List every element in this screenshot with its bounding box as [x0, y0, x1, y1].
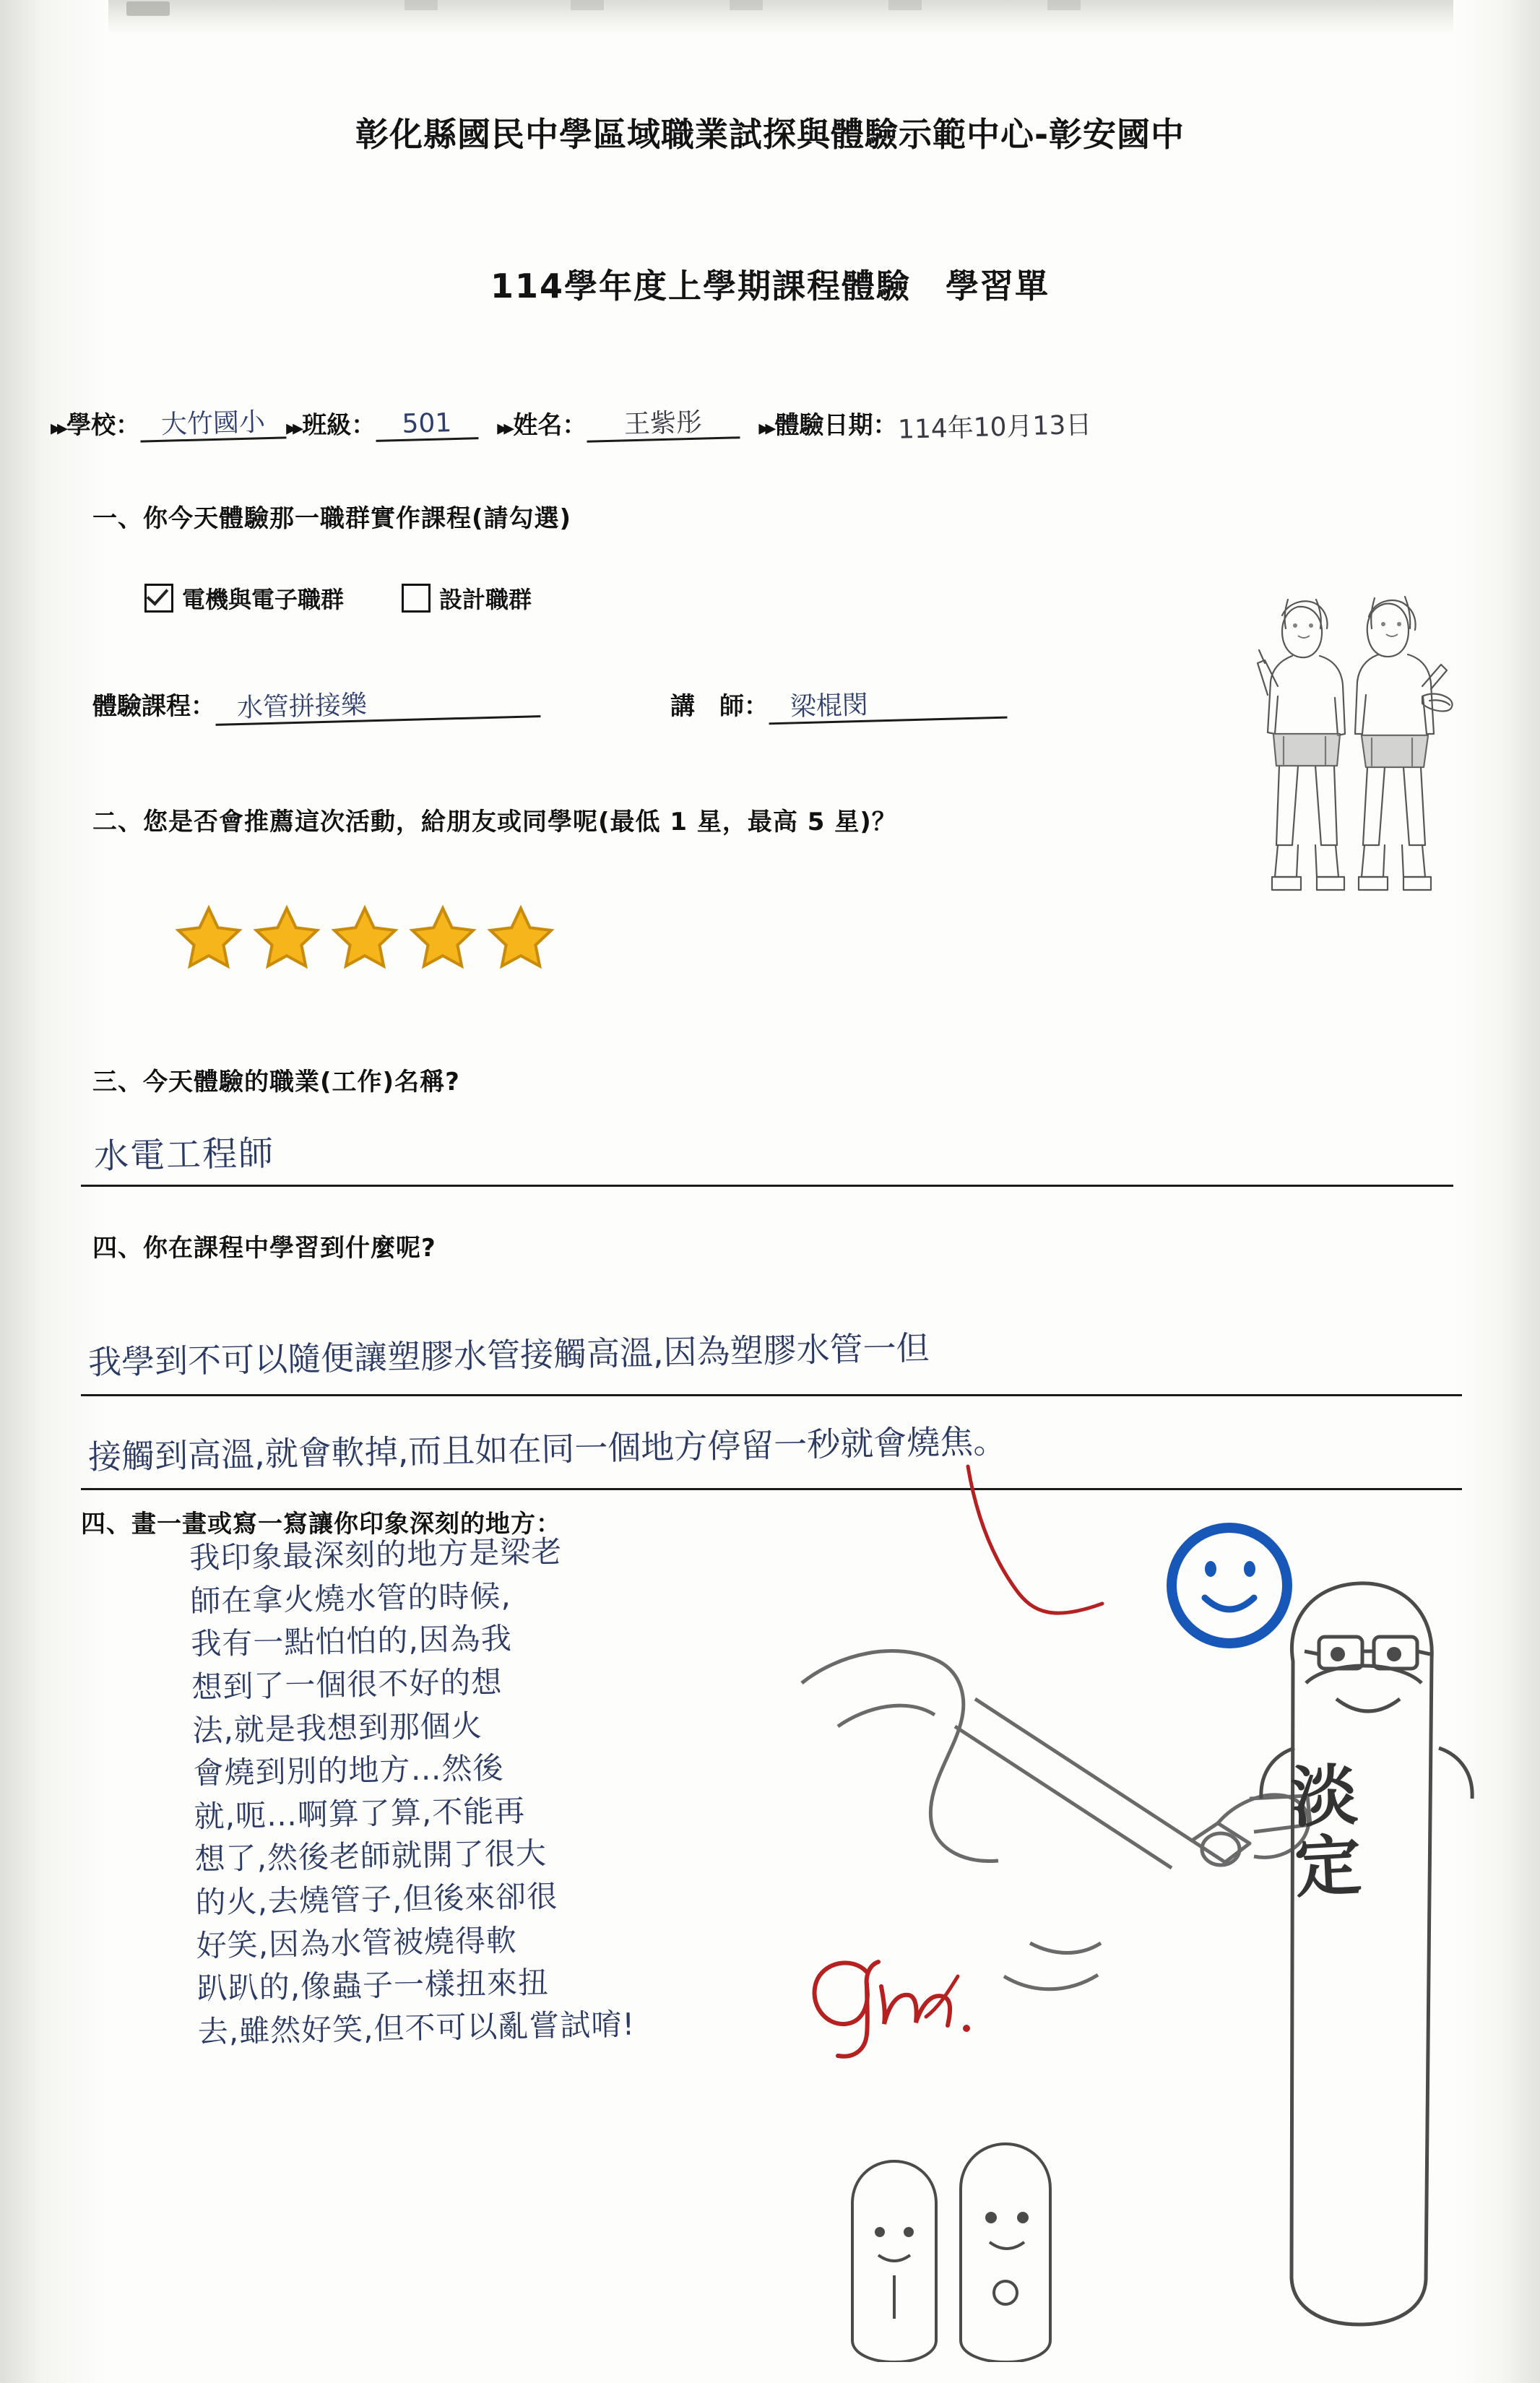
- answer-text-line: 我印象最深刻的地方是梁老: [189, 1534, 563, 1576]
- answer-text-line: 趴趴的,像蟲子一樣扭來扭: [196, 1964, 550, 2007]
- rating-stars[interactable]: [173, 903, 556, 974]
- question-4-prompt: 四、你在課程中學習到什麼呢?: [92, 1234, 436, 1263]
- question-3-prompt: 三、今天體驗的職業(工作)名稱?: [92, 1068, 460, 1097]
- drawing-caption-text: 淡 定: [1289, 1756, 1364, 1907]
- classmate-doodle-2: [961, 2144, 1050, 2362]
- answer-text-line: 去,雖然好笑,但不可以亂嘗試唷!: [197, 2006, 636, 2050]
- teacher-value[interactable]: 梁棍閔: [769, 689, 1008, 725]
- classmate-doodle-1: [852, 2161, 936, 2362]
- pipe-and-torch-drawing: [802, 1651, 1310, 1989]
- question-1-options: [144, 581, 532, 615]
- answer-text-line: 就,呃…啊算了算,不能再: [194, 1792, 526, 1834]
- question-1-prompt: 一、你今天體驗那一職群實作課程(請勾選): [92, 504, 572, 533]
- date-value[interactable]: 114年10月13日: [897, 410, 1092, 445]
- name-label: 姓名：: [513, 411, 587, 440]
- option-label-electrical-group: 電機與電子職群: [182, 586, 345, 613]
- school-label: 學校：: [66, 411, 141, 440]
- arrow-icon: ▸▸: [758, 415, 772, 441]
- course-label: 體驗課程：: [92, 692, 215, 721]
- student-drawing: [787, 1510, 1510, 2362]
- answer-text-line: 想了,然後老師就開了很大: [194, 1835, 548, 1877]
- question-4-answer-line-1[interactable]: 我學到不可以隨便讓塑膠水管接觸高溫,因為塑膠水管一但: [87, 1328, 930, 1383]
- school-field: [51, 405, 286, 441]
- drawing-caption-calm: [1289, 1756, 1364, 1907]
- class-label: 班級：: [302, 411, 376, 440]
- answer-text-line: 法,就是我想到那個火: [192, 1707, 483, 1748]
- answer-text-line: 師在拿火燒水管的時候,: [189, 1578, 512, 1619]
- name-field: [497, 405, 740, 441]
- answer-text-line: 的火,去燒管子,但後來卻很: [195, 1878, 558, 1921]
- star-icon[interactable]: [329, 903, 400, 974]
- question-5-prompt: 四、畫一畫或寫一寫讓你印象深刻的地方：: [81, 1510, 561, 1539]
- question-3-answer[interactable]: 水電工程師: [93, 1133, 275, 1177]
- star-icon[interactable]: [173, 903, 244, 974]
- smiley-face-drawing: [1172, 1528, 1287, 1643]
- school-value[interactable]: 大竹國小: [140, 409, 287, 442]
- date-label: 體驗日期：: [774, 411, 898, 440]
- arrow-icon: ▸▸: [51, 415, 64, 441]
- answer-rule-line: [81, 1185, 1453, 1187]
- question-2-prompt: 二、您是否會推薦這次活動，給朋友或同學呢(最低 1 星，最高 5 星)？: [92, 808, 897, 836]
- question-4-answer-line-2[interactable]: 接觸到高溫,就會軟掉,而且如在同一個地方停留一秒就會燒焦。: [87, 1421, 1007, 1477]
- teacher-label: 講 師：: [670, 692, 769, 721]
- answer-text-line: 會燒到別的地方…然後: [193, 1750, 504, 1791]
- document-title-line-2: 114學年度上學期課程體驗 學習單: [490, 267, 1050, 306]
- answer-text-line: 想到了一個很不好的想: [191, 1664, 503, 1705]
- course-value[interactable]: 水管拼接樂: [215, 688, 541, 726]
- question-5-answer-text[interactable]: [189, 1526, 797, 2054]
- answer-text-line: 好笑,因為水管被燒得軟: [196, 1922, 518, 1963]
- course-and-teacher-row: [92, 686, 1266, 722]
- option-label-design-group: 設計職群: [439, 586, 532, 613]
- name-value[interactable]: 王紫彤: [587, 409, 740, 443]
- answer-rule-line: [81, 1488, 1462, 1490]
- schoolgirls-illustration: [1240, 556, 1471, 932]
- star-icon[interactable]: [251, 903, 322, 974]
- checkbox-design-group[interactable]: [402, 584, 431, 613]
- checkbox-electrical-group[interactable]: [144, 584, 173, 613]
- class-value[interactable]: 501: [376, 410, 479, 442]
- answer-text-line: 我有一點怕怕的,因為我: [190, 1620, 513, 1662]
- arrow-icon: ▸▸: [497, 415, 511, 441]
- person-with-glasses-drawing: [1261, 1583, 1472, 2324]
- star-icon[interactable]: [407, 903, 478, 974]
- star-icon[interactable]: [485, 903, 556, 974]
- document-title-line-1: 彰化縣國民中學區域職業試探與體驗示範中心-彰安國中: [355, 115, 1185, 154]
- arrow-icon: ▸▸: [286, 415, 300, 441]
- answer-rule-line: [81, 1394, 1462, 1396]
- class-field: [286, 405, 478, 441]
- date-field: [758, 405, 1107, 445]
- student-meta-row: [51, 390, 1489, 445]
